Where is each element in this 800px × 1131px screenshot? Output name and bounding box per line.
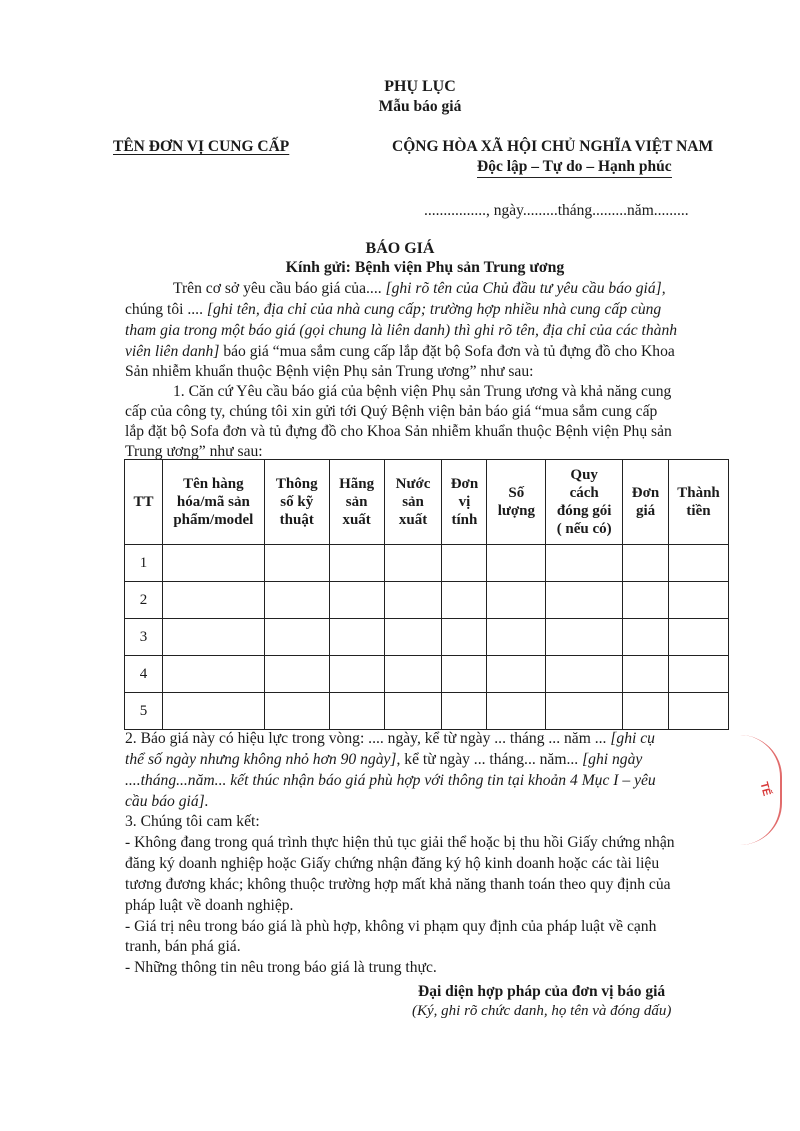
document-title: BÁO GIÁ <box>365 240 435 257</box>
supplier-name: TÊN ĐƠN VỊ CUNG CẤP <box>113 138 290 155</box>
table-cell <box>546 545 623 582</box>
table-cell <box>623 582 669 619</box>
table-header-text: Hãng <box>339 476 375 492</box>
table-header-text: tính <box>451 512 478 528</box>
table-header-cell <box>487 460 546 545</box>
country-name: CỘNG HÒA XÃ HỘI CHỦ NGHĨA VIỆT NAM <box>392 138 714 155</box>
table-cell <box>264 582 329 619</box>
table-header-cell <box>162 460 264 545</box>
table-cell <box>546 656 623 693</box>
table-header-text: số kỹ <box>280 494 314 510</box>
table-cell <box>162 619 264 656</box>
section1-line-1: 1. Căn cứ Yêu cầu báo giá của bệnh viện Phụ sản Trung ương và khả năng cung <box>173 383 672 400</box>
appendix-title: PHỤ LỤC <box>384 78 456 95</box>
table-header-text: sản <box>402 494 424 510</box>
table-header-text: xuất <box>398 512 428 528</box>
section2-line-3: ....tháng...năm... kết thúc nhận báo giá phù hợp với thông tin tại khoản 4 Mục I – yêu <box>125 772 656 789</box>
table-header-text: Quy <box>570 467 598 483</box>
row-number-cell: 4 <box>125 656 163 693</box>
section2-line-2: thể số ngày nhưng không nhỏ hơn 90 ngày], kể từ ngày ... tháng... năm... [ghi ngày <box>125 751 643 768</box>
commitment-2-line-1: - Giá trị nêu trong báo giá là phù hợp, không vi phạm quy định của pháp luật về cạnh <box>125 918 657 935</box>
table-row <box>125 619 729 656</box>
recipient-line: Kính gửi: Bệnh viện Phụ sản Trung ương <box>285 259 565 276</box>
table-cell <box>162 545 264 582</box>
table-cell <box>487 582 546 619</box>
table-cell <box>329 693 384 730</box>
table-header-text: xuất <box>342 512 371 528</box>
table-cell <box>442 619 487 656</box>
table-cell <box>264 545 329 582</box>
table-cell <box>442 693 487 730</box>
table-cell <box>487 545 546 582</box>
table-header-cell <box>329 460 384 545</box>
table-cell <box>487 693 546 730</box>
table-header-cell <box>384 460 442 545</box>
table-header-text: sản <box>345 494 368 510</box>
table-header-row <box>125 460 729 545</box>
table-cell <box>668 656 728 693</box>
table-header-text: tiền <box>686 503 711 519</box>
table-header-text: ( nếu có) <box>556 521 612 537</box>
table-cell <box>329 545 384 582</box>
signature-title: Đại diện hợp pháp của đơn vị báo giá <box>418 983 666 1000</box>
quote-table <box>124 459 729 730</box>
table-header-text: thuật <box>279 512 314 528</box>
table-cell <box>384 656 442 693</box>
national-motto: Độc lập – Tự do – Hạnh phúc <box>477 158 672 178</box>
section2-line-4: cầu báo giá]. <box>125 793 209 810</box>
intro-line-4: viên liên danh] báo giá “mua sắm cung cấp lắp đặt bộ Sofa đơn và tủ đựng đồ cho Khoa <box>125 343 675 360</box>
commitment-3: - Những thông tin nêu trong báo giá là trung thực. <box>125 959 437 976</box>
table-cell <box>384 693 442 730</box>
table-body <box>125 545 729 730</box>
intro-line-2: chúng tôi .... [ghi tên, địa chỉ của nhà cung cấp; trường hợp nhiều nhà cung cấp cùng <box>125 301 662 318</box>
table-cell <box>546 582 623 619</box>
table-cell <box>384 545 442 582</box>
table-cell <box>384 582 442 619</box>
appendix-subtitle: Mẫu báo giá <box>378 98 462 115</box>
table-cell <box>162 693 264 730</box>
table-header-text: hóa/mã sản <box>176 494 250 510</box>
signature-note: (Ký, ghi rõ chức danh, họ tên và đóng dấu) <box>412 1003 672 1019</box>
table-cell <box>623 619 669 656</box>
table-cell <box>487 656 546 693</box>
table-header-cell <box>125 460 163 545</box>
table-cell <box>546 619 623 656</box>
commitment-1-line-3: tương đương khác; không thuộc trường hợp mất khả năng thanh toán theo quy định của <box>125 876 671 893</box>
table-row <box>125 545 729 582</box>
intro-line-5: Sản nhiễm khuẩn thuộc Bệnh viện Phụ sản Trung ương” như sau: <box>125 363 534 380</box>
commitment-1-line-2: đăng ký doanh nghiệp hoặc Giấy chứng nhận đăng ký hộ kinh doanh hoặc các tài liệu <box>125 855 660 872</box>
commitment-2-line-2: tranh, bán phá giá. <box>125 938 241 955</box>
table-header-text: Nước <box>395 476 431 492</box>
stamp-text: TẾ <box>757 780 773 798</box>
section2-line-1: 2. Báo giá này có hiệu lực trong vòng: .... ngày, kể từ ngày ... tháng ... năm ... [ghi cụ <box>125 730 655 747</box>
table-cell <box>384 619 442 656</box>
table-cell <box>264 619 329 656</box>
table-cell <box>264 693 329 730</box>
table-header-text: Số <box>508 485 525 501</box>
table-header-text: đóng gói <box>556 503 612 519</box>
table-header-cell <box>546 460 623 545</box>
table-header-text: Đơn <box>450 476 479 492</box>
row-number-cell: 3 <box>125 619 163 656</box>
table-header-cell <box>623 460 669 545</box>
commitment-1-line-1: - Không đang trong quá trình thực hiện thủ tục giải thể hoặc bị thu hồi Giấy chứng nhận <box>125 834 675 851</box>
table-header-text: TT <box>133 494 154 510</box>
table-cell <box>623 693 669 730</box>
table-header-text: Tên hàng <box>183 476 244 492</box>
table-cell <box>162 656 264 693</box>
table-cell <box>329 656 384 693</box>
table-cell <box>623 545 669 582</box>
table-cell <box>623 656 669 693</box>
table-header-text: giá <box>635 503 656 519</box>
table-header-text: Thành <box>677 485 720 501</box>
table-cell <box>668 545 728 582</box>
table-header-text: cách <box>569 485 599 501</box>
table-header-text: phẩm/model <box>173 512 254 528</box>
section3-title: 3. Chúng tôi cam kết: <box>125 813 260 830</box>
table-cell <box>487 619 546 656</box>
intro-line-1: Trên cơ sở yêu cầu báo giá của.... [ghi rõ tên của Chủ đầu tư yêu cầu báo giá], <box>173 280 666 297</box>
section1-line-3: lắp đặt bộ Sofa đơn và tủ đựng đồ cho Khoa Sản nhiễm khuẩn thuộc Bệnh viện Phụ sản <box>125 423 672 440</box>
table-cell <box>329 582 384 619</box>
table-cell <box>668 619 728 656</box>
table-row <box>125 693 729 730</box>
table-header-cell <box>442 460 487 545</box>
section1-line-4: Trung ương” như sau: <box>125 443 263 460</box>
commitment-1-line-4: pháp luật về doanh nghiệp. <box>125 897 294 914</box>
section1-line-2: cấp của công ty, chúng tôi xin gửi tới Quý Bệnh viện bản báo giá “mua sắm cung cấp <box>125 403 658 420</box>
row-number-cell: 2 <box>125 582 163 619</box>
table-cell <box>442 582 487 619</box>
table-cell <box>442 545 487 582</box>
table-header-cell <box>264 460 329 545</box>
table-header-text: Đơn <box>631 485 660 501</box>
table-header-text: lượng <box>497 503 536 519</box>
table-row <box>125 656 729 693</box>
table-row <box>125 582 729 619</box>
row-number-cell: 1 <box>125 545 163 582</box>
table-cell <box>264 656 329 693</box>
table-cell <box>546 693 623 730</box>
table-header-text: Thông <box>275 476 318 492</box>
table-cell <box>668 693 728 730</box>
intro-line-3: tham gia trong một báo giá (gọi chung là liên danh) thì ghi rõ tên, địa chỉ của các thành <box>125 322 678 339</box>
table-cell <box>668 582 728 619</box>
table-header-cell <box>668 460 728 545</box>
date-line: ................, ngày.........tháng.........năm......... <box>424 202 689 219</box>
row-number-cell: 5 <box>125 693 163 730</box>
table-cell <box>442 656 487 693</box>
table-cell <box>162 582 264 619</box>
table-header-text: vị <box>458 494 471 510</box>
table-cell <box>329 619 384 656</box>
